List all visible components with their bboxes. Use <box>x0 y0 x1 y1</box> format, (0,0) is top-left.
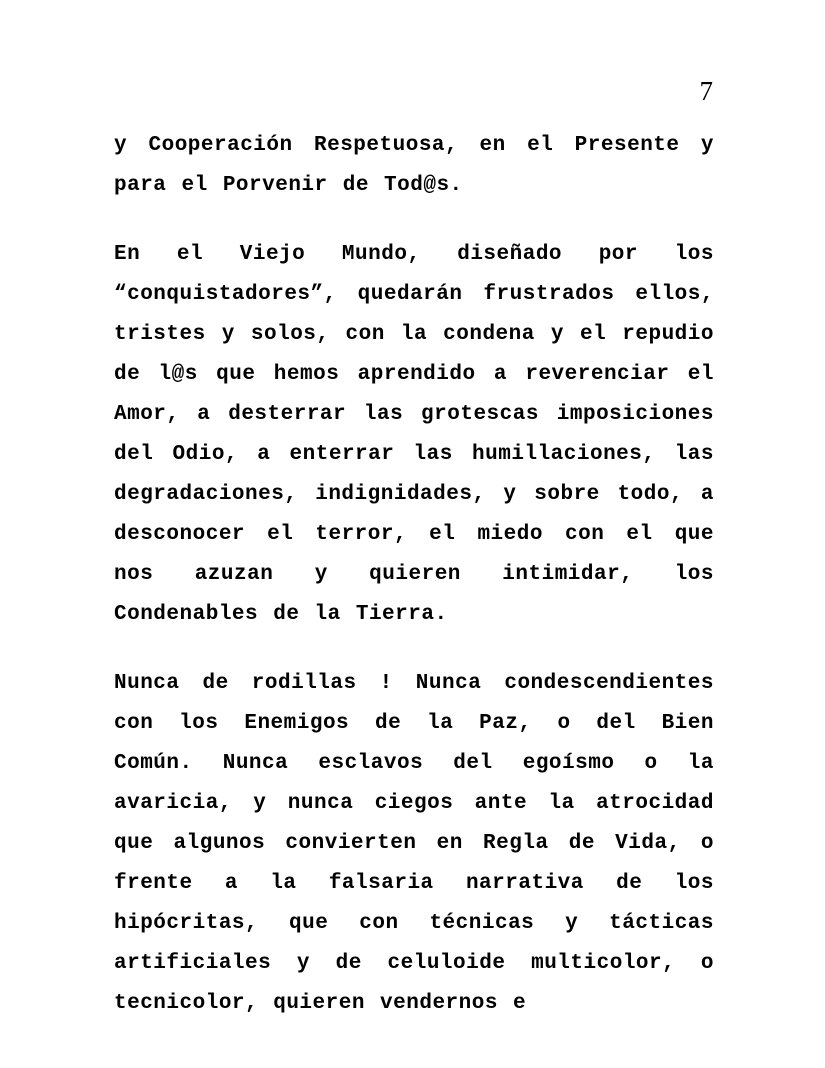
text-block <box>114 126 714 1053</box>
paragraph-2: En el Viejo Mundo, diseñado por los “conquistadores”, quedarán frustrados ellos, tristes y solos, con la condena y el repudio de l@s que hemos aprendido a reverenciar el Amor, a desterrar las grotescas imposiciones del Odio, a enterrar las humillaciones, las degradaciones, indignidades, y sobre todo, a desconocer el terror, el miedo con el que nos azuzan y quieren intimidar, los Condenables de la Tierra. <box>114 243 714 626</box>
page-number: 7 <box>699 76 713 106</box>
paragraph-3: Nunca de rodillas ! Nunca condescendientes con los Enemigos de la Paz, o del Bien Común. Nunca esclavos del egoísmo o la avaricia, y nunca ciegos ante la atrocidad que algunos convierten en Regla de Vida, o frente a la falsaria narrativa de los hipócritas, que con técnicas y tácticas artificiales y de celuloide multicolor, o tecnicolor, quieren vendernos e <box>114 672 714 1015</box>
paragraph-1: y Cooperación Respetuosa, en el Presente y para el Porvenir de Tod@s. <box>114 134 714 197</box>
